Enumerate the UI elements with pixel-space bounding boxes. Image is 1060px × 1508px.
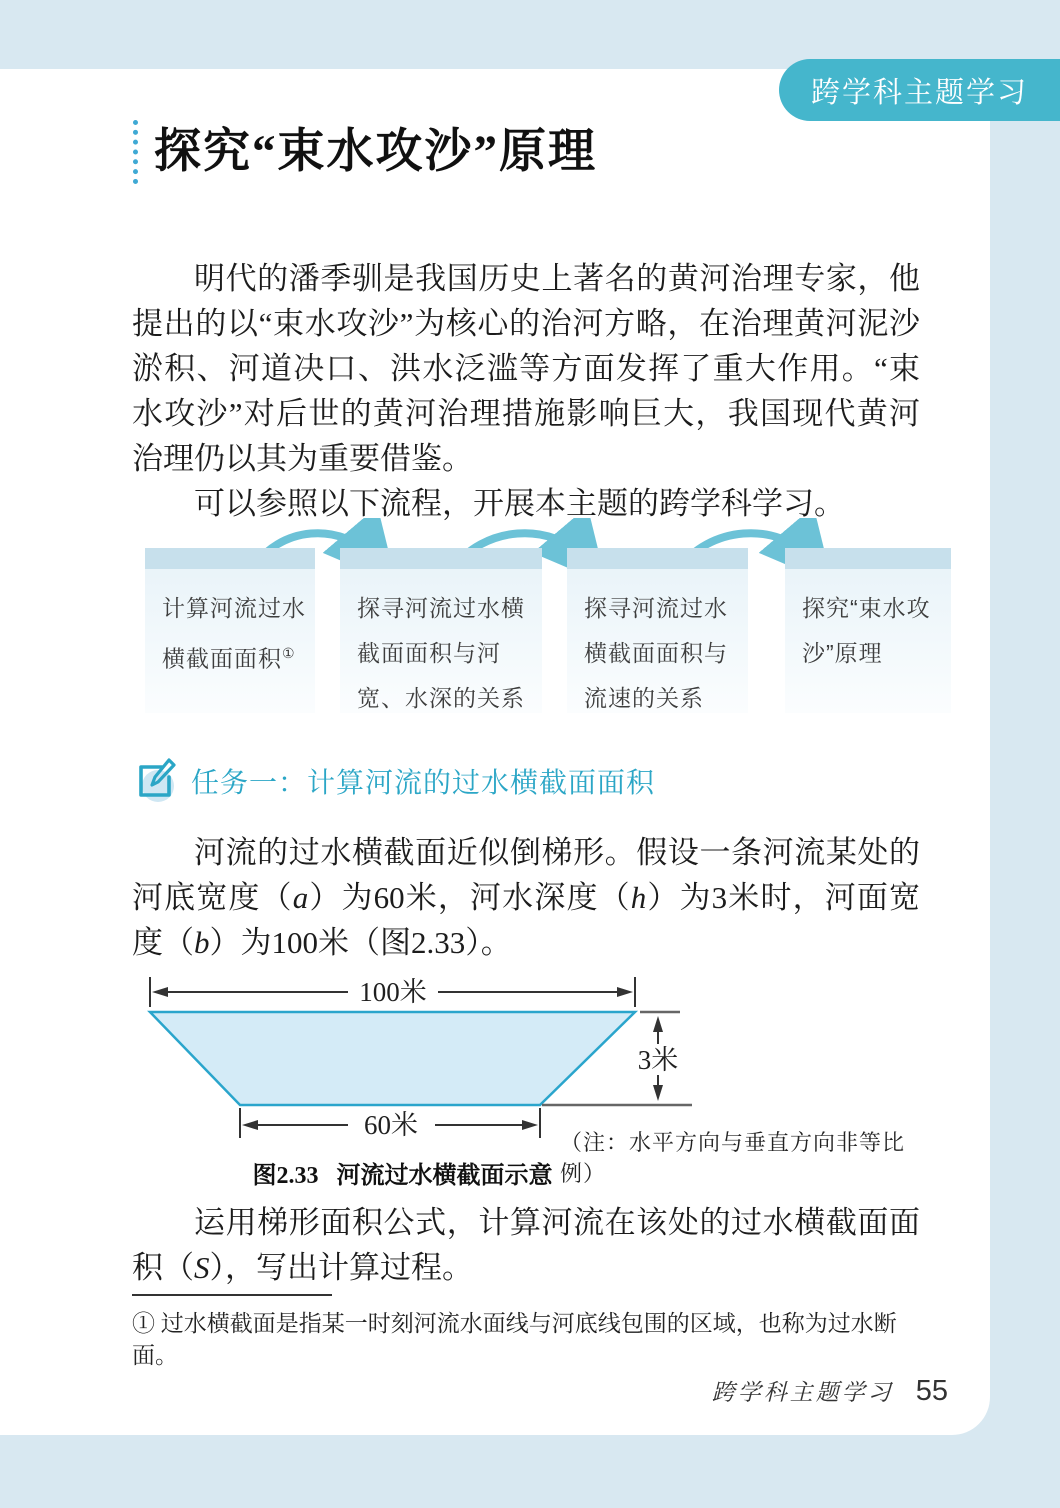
task1-header — [131, 756, 655, 806]
var-a: a — [292, 880, 309, 915]
bottom-width-label: 60米 — [364, 1110, 418, 1140]
task1-text-3: ）为3米时，河面宽度（ — [132, 880, 921, 960]
flow-step-2 — [340, 548, 542, 713]
footer-section-label: 跨学科主题学习 — [711, 1380, 894, 1405]
flow-step-3-label — [567, 569, 748, 721]
flow-step-2-text: 探寻河流过水横截面面积与河宽、水深的关系 — [357, 595, 525, 711]
depth-label: 3米 — [637, 1045, 679, 1075]
calc-text-1: 运用梯形面积公式，计算河流在该处的过水横截面面积（ — [132, 1205, 920, 1285]
flow-step-1-strip — [145, 548, 315, 569]
flow-step-1-text: 计算河流过水横截面面积 — [162, 595, 306, 672]
page-footer — [712, 1374, 948, 1408]
flow-step-3-text: 探寻河流过水横截面面积与流速的关系 — [584, 595, 728, 711]
figure-caption-text: 河流过水横截面示意 — [336, 1163, 553, 1189]
trapezoid-water — [150, 1012, 635, 1105]
intro-paragraph-1: 明代的潘季驯是我国历史上著名的黄河治理专家，他提出的以“束水攻沙”为核心的治河方略，在治理黄河泥沙淤积、河道决口、洪水泛滥等方面发挥了重大作用。“束水攻沙”对后世的黄河治理措施影响巨大，我国现代黄河治理仍以其为重要借鉴。 — [132, 261, 920, 476]
calc-paragraph — [132, 1200, 920, 1290]
calc-instruction — [132, 1200, 920, 1290]
flow-step-4-label — [785, 569, 951, 676]
figure-caption-number: 图2.33 — [252, 1163, 319, 1189]
flow-step-1 — [145, 548, 315, 713]
task1-text-2: ）为60米，河水深度（ — [308, 880, 631, 915]
arrowhead-right — [617, 987, 633, 997]
intro-paragraph-2: 可以参照以下流程，开展本主题的跨学科学习。 — [194, 486, 845, 521]
edit-pencil-icon — [131, 756, 179, 806]
flow-step-4 — [785, 548, 951, 713]
footnote-divider — [132, 1294, 332, 1296]
intro-section — [132, 256, 920, 526]
task1-body — [132, 830, 920, 965]
figure-note: （注：水平方向与垂直方向非等比例） — [560, 1130, 906, 1186]
footer-page-number: 55 — [915, 1375, 948, 1407]
flow-step-4-strip — [785, 548, 951, 569]
flow-step-2-label — [340, 569, 542, 721]
top-width-label: 100米 — [359, 977, 427, 1007]
var-h: h — [630, 880, 647, 915]
footnote: ① 过水横截面是指某一时刻河流水面线与河底线包围的区域，也称为过水断面。 — [132, 1311, 897, 1368]
arrowhead-left — [152, 987, 168, 997]
calc-text-2: ），写出计算过程。 — [209, 1250, 473, 1285]
flow-step-1-label — [145, 569, 315, 682]
arrowhead-up — [653, 1016, 663, 1032]
var-b: b — [194, 925, 210, 960]
arrowhead-left — [242, 1120, 258, 1130]
chapter-badge-label: 跨学科主题学习 — [811, 76, 1029, 109]
flow-step-3 — [567, 548, 748, 713]
flow-step-4-text: 探究“束水攻沙”原理 — [802, 595, 931, 666]
process-flow-diagram — [0, 518, 1060, 718]
arrowhead-right — [522, 1120, 538, 1130]
task1-title: 任务一：计算河流的过水横截面面积 — [191, 767, 656, 798]
flow-step-2-strip — [340, 548, 542, 569]
flow-step-3-strip — [567, 548, 748, 569]
var-S: S — [194, 1250, 210, 1285]
task1-text-4: ）为100米（图2.33）。 — [209, 925, 512, 960]
task1-text-1: 河流的过水横截面近似倒梯形。假设一条河流某处的河底宽度（ — [132, 835, 920, 915]
task1-paragraph — [132, 830, 920, 965]
figure-caption — [130, 1155, 675, 1190]
flow-step-1-footnote-mark: ① — [282, 645, 296, 661]
chapter-badge — [779, 59, 1060, 121]
page-title: 探究“束水攻沙”原理 — [133, 120, 597, 184]
arrowhead-down — [653, 1085, 663, 1101]
